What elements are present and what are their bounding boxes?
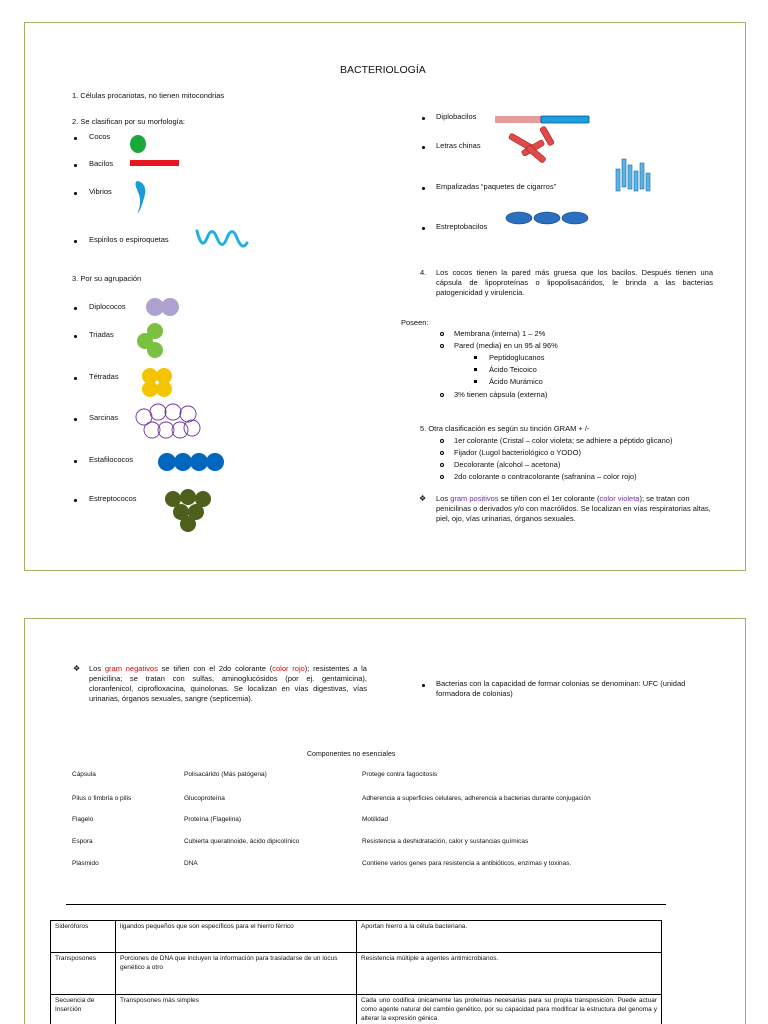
- gram-step-2: Fijador (Lugol bacteriológico o YODO): [454, 448, 582, 457]
- diamond-bullet-icon: ❖: [419, 494, 427, 503]
- table-cell: Cubierta queratinoide, ácido dipicolínico: [184, 838, 300, 845]
- tetrad-icon: [140, 367, 176, 399]
- item-2: 2. Se clasifican por su morfología:: [72, 117, 185, 126]
- coccus-icon: [129, 133, 149, 155]
- poseen-label: Poseen:: [401, 318, 429, 327]
- diplococcus-icon: [145, 296, 181, 318]
- triad-icon: [133, 322, 167, 360]
- bullet: [440, 439, 444, 443]
- bullet: [74, 460, 77, 463]
- group-triadas: Triadas: [89, 330, 114, 339]
- table-cell: ligandos pequeños que son específicos para el hierro férrico: [116, 921, 357, 953]
- table-row: [51, 953, 662, 995]
- poseen-capsula: 3% tienen cápsula (externa): [454, 390, 548, 399]
- pared-peptidoglucanos: Peptidoglucanos: [489, 353, 545, 362]
- item-3: 3. Por su agrupación: [72, 274, 142, 283]
- bullet: [422, 227, 425, 230]
- bullet: [422, 146, 425, 149]
- staphylococcus-icon: [157, 451, 225, 473]
- pared-muramico: Ácido Murámico: [489, 377, 543, 386]
- bullet: [74, 164, 77, 167]
- document-title: BACTERIOLOGÍA: [340, 64, 426, 76]
- table-cell: Contiene varios genes para resistencia a antibióticos, enzimas y toxinas.: [362, 860, 572, 867]
- bullet: [440, 344, 444, 348]
- bullet: [474, 368, 477, 371]
- table-cell: Resistencia múltiple a agentes antimicrobianos.: [357, 953, 662, 995]
- table-cell: Sideróforos: [51, 921, 116, 953]
- morph-espirilos: Espirilos o espiroquetas: [89, 235, 169, 244]
- table-cell: Cada uno codifica únicamente las proteínas necesarias para su propia transposición. Puede actuar como agente natural del cambio genético, por su capacidad para modificar la estructura del genoma y alterar la expresión génica: [357, 995, 662, 1024]
- bullet: [422, 117, 425, 120]
- bullet: [74, 499, 77, 502]
- bullet: [74, 377, 77, 380]
- bullet: [74, 137, 77, 140]
- table-cell: Plásmido: [72, 860, 99, 867]
- table-cell: Espora: [72, 838, 93, 845]
- table-cell: Flagelo: [72, 816, 94, 823]
- table-cell: Cápsula: [72, 771, 96, 778]
- item-1: 1. Células procariotas, no tienen mitocondrias: [72, 91, 225, 100]
- morph-bacilos: Bacilos: [89, 159, 114, 168]
- table-cell: Porciones de DNA que incluyen la información para trasladarse de un locus genético a otro: [116, 953, 357, 995]
- diplobacillus-icon: [495, 115, 593, 125]
- violet-color-highlight: color violeta: [599, 494, 640, 503]
- bullet: [74, 192, 77, 195]
- morph-diplobacilos: Diplobacilos: [436, 112, 477, 121]
- bullet: [440, 475, 444, 479]
- table-cell: Adherencia a superficies celulares, adherencia a bacterias durante conjugación: [362, 795, 591, 802]
- sarcina-icon: [133, 402, 201, 442]
- bullet: [422, 187, 425, 190]
- gram-positive-paragraph: Los gram positivos se tiñen con el 1er colorante (color violeta); se tratan con penicilinas o derivados y/o con macrólidos. Se localizan en vías respiratorias altas, piel, ojo, vías urinarias, órganos sexuales.: [436, 494, 711, 524]
- morph-empalizadas: Empalizadas “paquetes de cigarros”: [436, 182, 557, 191]
- table-cell: Transposones más simples: [116, 995, 357, 1024]
- table-title: Componentes no esenciales: [307, 751, 396, 758]
- table-cell: DNA: [184, 860, 198, 867]
- gram-step-4: 2do colorante o contracolorante (safranina – color rojo): [454, 472, 637, 481]
- divider: [66, 904, 666, 905]
- spirochete-icon: [195, 223, 250, 251]
- palisade-icon: [613, 155, 651, 195]
- group-estafilococos: Estafilococos: [89, 455, 134, 464]
- gram-negative-highlight: gram negativos: [104, 664, 158, 673]
- bullet: [440, 332, 444, 336]
- table-row: [51, 995, 662, 1024]
- diamond-bullet-icon: ❖: [73, 664, 81, 673]
- table-cell: Motilidad: [362, 816, 389, 823]
- gram-step-1: 1er colorante (Cristal – color violeta; se adhiere a péptido glicano): [454, 436, 673, 445]
- streptobacillus-icon: [505, 211, 591, 227]
- table-row: [51, 921, 662, 953]
- table-cell: Proteína (Flagelina): [184, 816, 242, 823]
- poseen-membrana: Membrana (interna) 1 – 2%: [454, 329, 546, 338]
- morph-letras-chinas: Letras chinas: [436, 141, 481, 150]
- item-4-number: 4.: [420, 268, 427, 277]
- item-5: 5. Otra clasificación es según su tinción GRAM + /-: [420, 424, 590, 433]
- group-estreptococos: Estreptococos: [89, 494, 137, 503]
- bullet: [422, 684, 425, 687]
- bullet: [440, 393, 444, 397]
- pared-teicoico: Ácido Teicoico: [489, 365, 537, 374]
- gram-negative-paragraph: Los gram negativos se tiñen con el 2do colorante (color rojo); resistentes a la penicilina; se tratan con sulfas, aminoglucósidos (por ej. gentamicina), cloranfenicol, ciprofloxacina, quinolonas. Se localizan en vías digestivas, vías urinarias, órganos sexuales, sangre (septicemia).: [89, 664, 367, 704]
- group-sarcinas: Sarcinas: [89, 413, 119, 422]
- bullet: [74, 307, 77, 310]
- streptococcus-icon: [163, 488, 217, 534]
- components-table-2: [50, 920, 662, 1024]
- bullet: [74, 418, 77, 421]
- table-cell: Secuencia de Inserción: [51, 995, 116, 1024]
- morph-cocos: Cocos: [89, 132, 111, 141]
- morph-estreptobacilos: Estreptobacilos: [436, 222, 488, 231]
- bullet: [474, 356, 477, 359]
- bullet: [440, 463, 444, 467]
- bullet: [474, 380, 477, 383]
- bullet: [74, 335, 77, 338]
- bullet: [440, 451, 444, 455]
- table-cell: Pilus o fimbria o pilis: [72, 795, 132, 802]
- bacillus-icon: [130, 159, 180, 169]
- gram-step-3: Decolorante (alcohol – acetona): [454, 460, 561, 469]
- table-cell: Glucoproteína: [184, 795, 225, 802]
- red-color-highlight: color rojo: [272, 664, 305, 673]
- table-cell: Polisacárido (Más patógena): [184, 771, 267, 778]
- poseen-pared: Pared (media) en un 95 al 96%: [454, 341, 558, 350]
- bullet: [74, 240, 77, 243]
- morph-vibrios: Vibrios: [89, 187, 112, 196]
- ufc-text: Bacterias con la capacidad de formar colonias se denominan: UFC (unidad formadora de colonias): [436, 679, 686, 699]
- table-cell: Resistencia a deshidratación, calor y sustancias químicas: [362, 838, 529, 845]
- chinese-letters-icon: [503, 127, 563, 169]
- gram-positive-highlight: gram positivos: [450, 494, 499, 503]
- vibrio-icon: [132, 178, 152, 218]
- table-cell: Protege contra fagocitosis: [362, 771, 438, 778]
- item-4-text: Los cocos tienen la pared más gruesa que los bacilos. Después tienen una cápsula de lipoproteínas o lipopolisacáridos, le brinda a las bacterias patogenicidad y virulencia.: [436, 268, 713, 298]
- table-cell: Transposones: [51, 953, 116, 995]
- table-cell: Aportan hierro a la célula bacteriana.: [357, 921, 662, 953]
- group-diplococos: Diplococos: [89, 302, 126, 311]
- group-tetradas: Tétradas: [89, 372, 119, 381]
